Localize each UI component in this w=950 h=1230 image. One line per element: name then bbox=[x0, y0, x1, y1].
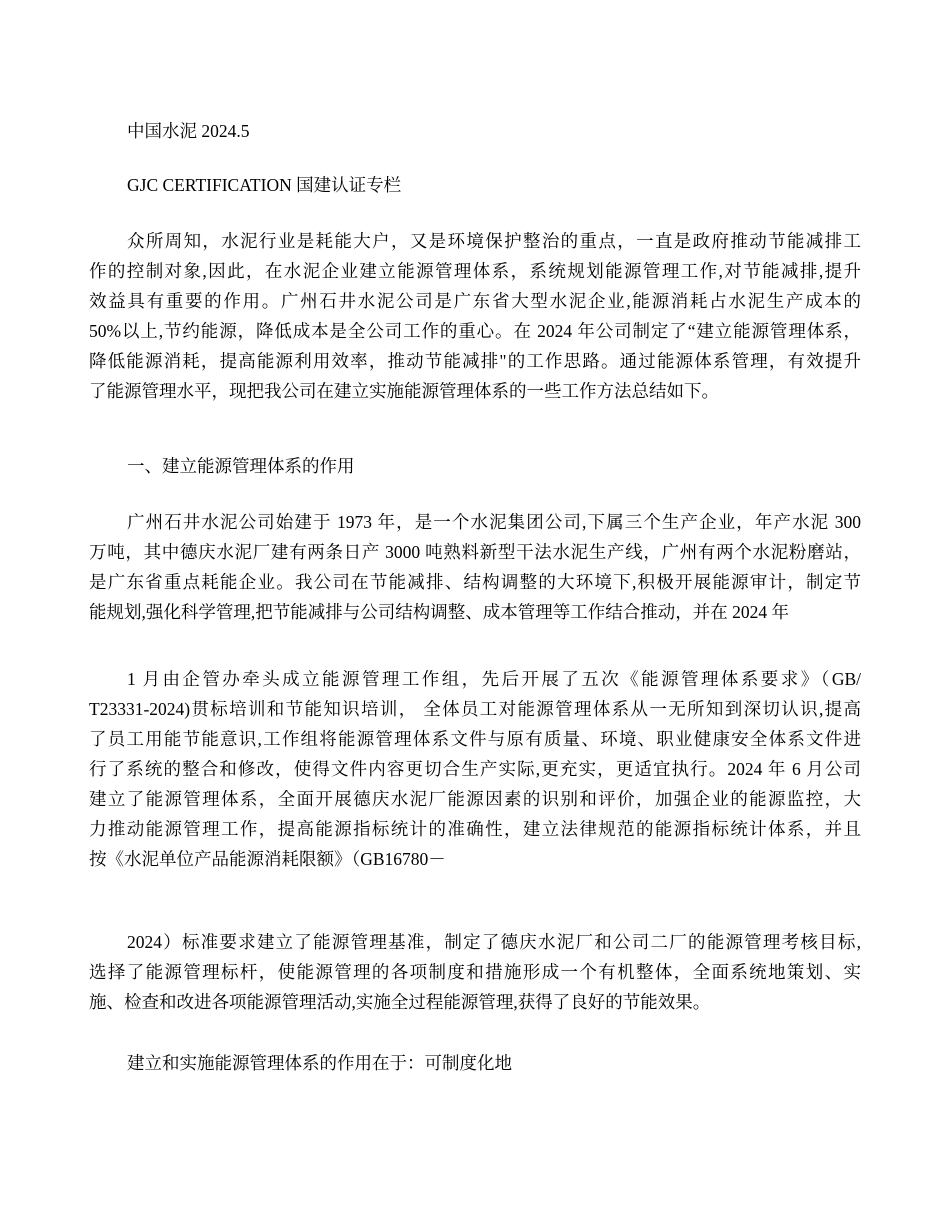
text-line: 了能源管理水平，现把我公司在建立实施能源管理体系的一些工作方法总结如下。 bbox=[89, 381, 719, 401]
text-line: 效益具有重要的作用。广州石井水泥公司是广东省大型水泥企业,能源消耗占水泥生产成本的 bbox=[89, 291, 861, 311]
paragraph-company bbox=[89, 507, 861, 627]
text-line: 广州石井水泥公司始建于 1973 年，是一个水泥集团公司,下属三个生产企业，年产水泥 300 bbox=[127, 512, 861, 532]
paragraph-results bbox=[89, 927, 861, 1017]
paragraph-implementation bbox=[89, 664, 861, 874]
text-line: 作的控制对象,因此，在水泥企业建立能源管理体系，系统规划能源管理工作,对节能减排,提升 bbox=[89, 261, 861, 281]
section-heading-text: 一、建立能源管理体系的作用 bbox=[127, 456, 355, 476]
text-line: 降低能源消耗，提高能源利用效率，推动节能减排"的工作思路。通过能源体系管理，有效提升 bbox=[89, 351, 861, 371]
text-line: 50%以上,节约能源，降低成本是全公司工作的重心。在 2024 年公司制定了“建立能源管理体系， bbox=[89, 321, 861, 341]
paragraph-intro bbox=[89, 226, 861, 406]
text-line: 众所周知，水泥行业是耗能大户，又是环境保护整治的重点，一直是政府推动节能减排工 bbox=[127, 231, 861, 251]
journal-header-text: 中国水泥 2024.5 bbox=[127, 121, 250, 141]
text-line: 2024）标准要求建立了能源管理基准，制定了德庆水泥厂和公司二厂的能源管理考核目标, bbox=[127, 932, 861, 952]
text-line: 了员工用能节能意识,工作组将能源管理体系文件与原有质量、环境、职业健康安全体系文件进 bbox=[89, 729, 861, 749]
text-line: 1 月由企管办牵头成立能源管理工作组，先后开展了五次《能源管理体系要求》（GB/ bbox=[127, 669, 861, 689]
column-header bbox=[89, 170, 861, 200]
text-line: 行了系统的整合和修改，使得文件内容更切合生产实际,更充实，更适宜执行。2024 年 6 月公司 bbox=[89, 759, 861, 779]
text-line: 万吨，其中德庆水泥厂建有两条日产 3000 吨熟料新型干法水泥生产线，广州有两个水泥粉磨站， bbox=[89, 542, 861, 562]
column-header-text: GJC CERTIFICATION 国建认证专栏 bbox=[127, 175, 402, 195]
text-line: 选择了能源管理标杆，使能源管理的各项制度和措施形成一个有机整体，全面系统地策划、实 bbox=[89, 962, 861, 982]
text-line: 施、检查和改进各项能源管理活动,实施全过程能源管理,获得了良好的节能效果。 bbox=[89, 992, 711, 1012]
text-line: 力推动能源管理工作，提高能源指标统计的准确性，建立法律规范的能源指标统计体系，并且 bbox=[89, 819, 861, 839]
text-line: T23331-2024)贯标培训和节能知识培训， 全体员工对能源管理体系从一无所知到深切认识,提高 bbox=[89, 699, 861, 719]
text-line: 能规划,强化科学管理,把节能减排与公司结构调整、成本管理等工作结合推动，并在 2024 年 bbox=[89, 602, 789, 622]
text-line: 是广东省重点耗能企业。我公司在节能减排、结构调整的大环境下,积极开展能源审计，制定节 bbox=[89, 572, 861, 592]
section-heading bbox=[89, 451, 861, 481]
text-line: 建立了能源管理体系，全面开展德庆水泥厂能源因素的识别和评价，加强企业的能源监控，大 bbox=[89, 789, 861, 809]
paragraph-role bbox=[89, 1048, 861, 1078]
text-line: 建立和实施能源管理体系的作用在于：可制度化地 bbox=[127, 1053, 512, 1073]
text-line: 按《水泥单位产品能源消耗限额》（GB16780－ bbox=[89, 849, 446, 869]
journal-header bbox=[89, 116, 861, 146]
